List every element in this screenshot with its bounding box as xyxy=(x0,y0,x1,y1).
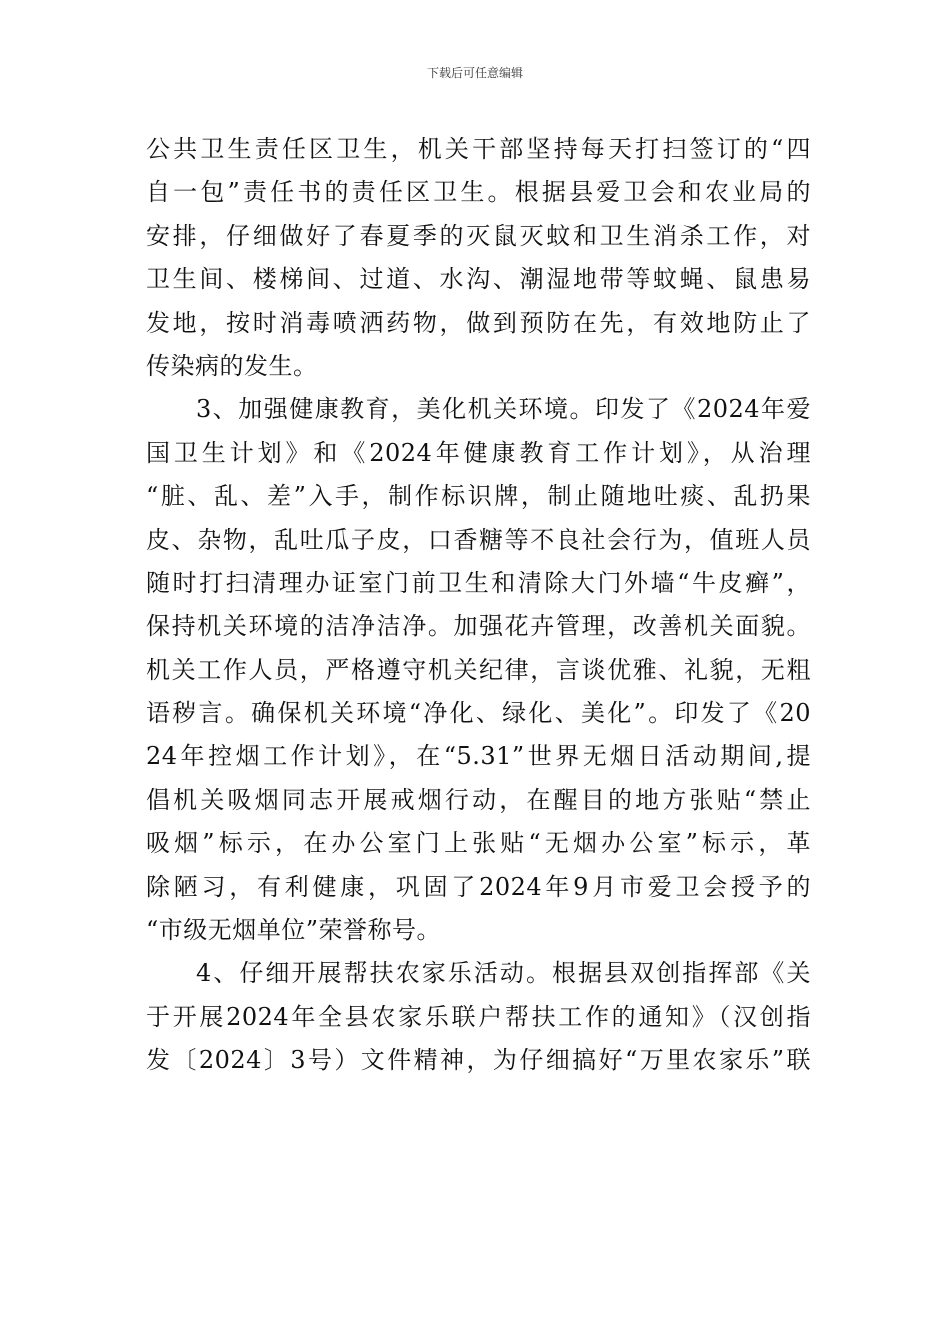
paragraph-start-line: 4、仔细开展帮扶农家乐活动。根据县双创指挥部《关 xyxy=(196,959,811,988)
text-line: 发〔2024〕3号）文件精神，为仔细搞好“万里农家乐”联 xyxy=(146,1046,811,1075)
text-line: 安排，仔细做好了春夏季的灭鼠灭蚊和卫生消杀工作，对 xyxy=(146,221,811,250)
text-line: 于开展2024年全县农家乐联户帮扶工作的通知》（汉创指 xyxy=(146,1002,811,1031)
text-line: 吸烟”标示，在办公室门上张贴“无烟办公室”标示，革 xyxy=(146,829,811,858)
text-line: 皮、杂物，乱吐瓜子皮，口香糖等不良社会行为，值班人员 xyxy=(146,525,811,554)
paragraph-start-line: 3、加强健康教育，美化机关环境。印发了《2024年爱 xyxy=(196,395,811,424)
document-body xyxy=(146,128,811,1083)
text-line: 卫生间、楼梯间、过道、水沟、潮湿地带等蚊蝇、鼠患易 xyxy=(146,265,811,294)
text-line: 24年控烟工作计划》，在“5.31”世界无烟日活动期间,提 xyxy=(146,742,811,771)
text-line: 传染病的发生。 xyxy=(146,351,318,380)
text-line: 倡机关吸烟同志开展戒烟行动，在醒目的地方张贴“禁止 xyxy=(146,785,811,814)
text-line: 机关工作人员，严格遵守机关纪律，言谈优雅、礼貌，无粗 xyxy=(146,655,811,684)
text-line: 语秽言。确保机关环境“净化、绿化、美化”。印发了《20 xyxy=(146,699,811,728)
text-line: 随时打扫清理办证室门前卫生和清除大门外墙“牛皮癣”， xyxy=(146,568,811,597)
text-line: “市级无烟单位”荣誉称号。 xyxy=(146,916,442,945)
text-line: 公共卫生责任区卫生，机关干部坚持每天打扫签订的“四 xyxy=(146,135,811,163)
text-line: 保持机关环境的洁净洁净。加强花卉管理，改善机关面貌。 xyxy=(146,612,811,641)
text-line: 国卫生计划》和《2024年健康教育工作计划》，从治理 xyxy=(146,438,811,467)
text-line: 自一包”责任书的责任区卫生。根据县爱卫会和农业局的 xyxy=(146,178,811,207)
page-header-note: 下载后可任意编辑 xyxy=(426,66,523,80)
text-line: “脏、乱、差”入手，制作标识牌，制止随地吐痰、乱扔果 xyxy=(146,482,811,511)
text-line: 发地，按时消毒喷洒药物，做到预防在先，有效地防止了 xyxy=(146,308,811,337)
text-line: 除陋习，有利健康，巩固了2024年9月市爱卫会授予的 xyxy=(146,872,811,901)
